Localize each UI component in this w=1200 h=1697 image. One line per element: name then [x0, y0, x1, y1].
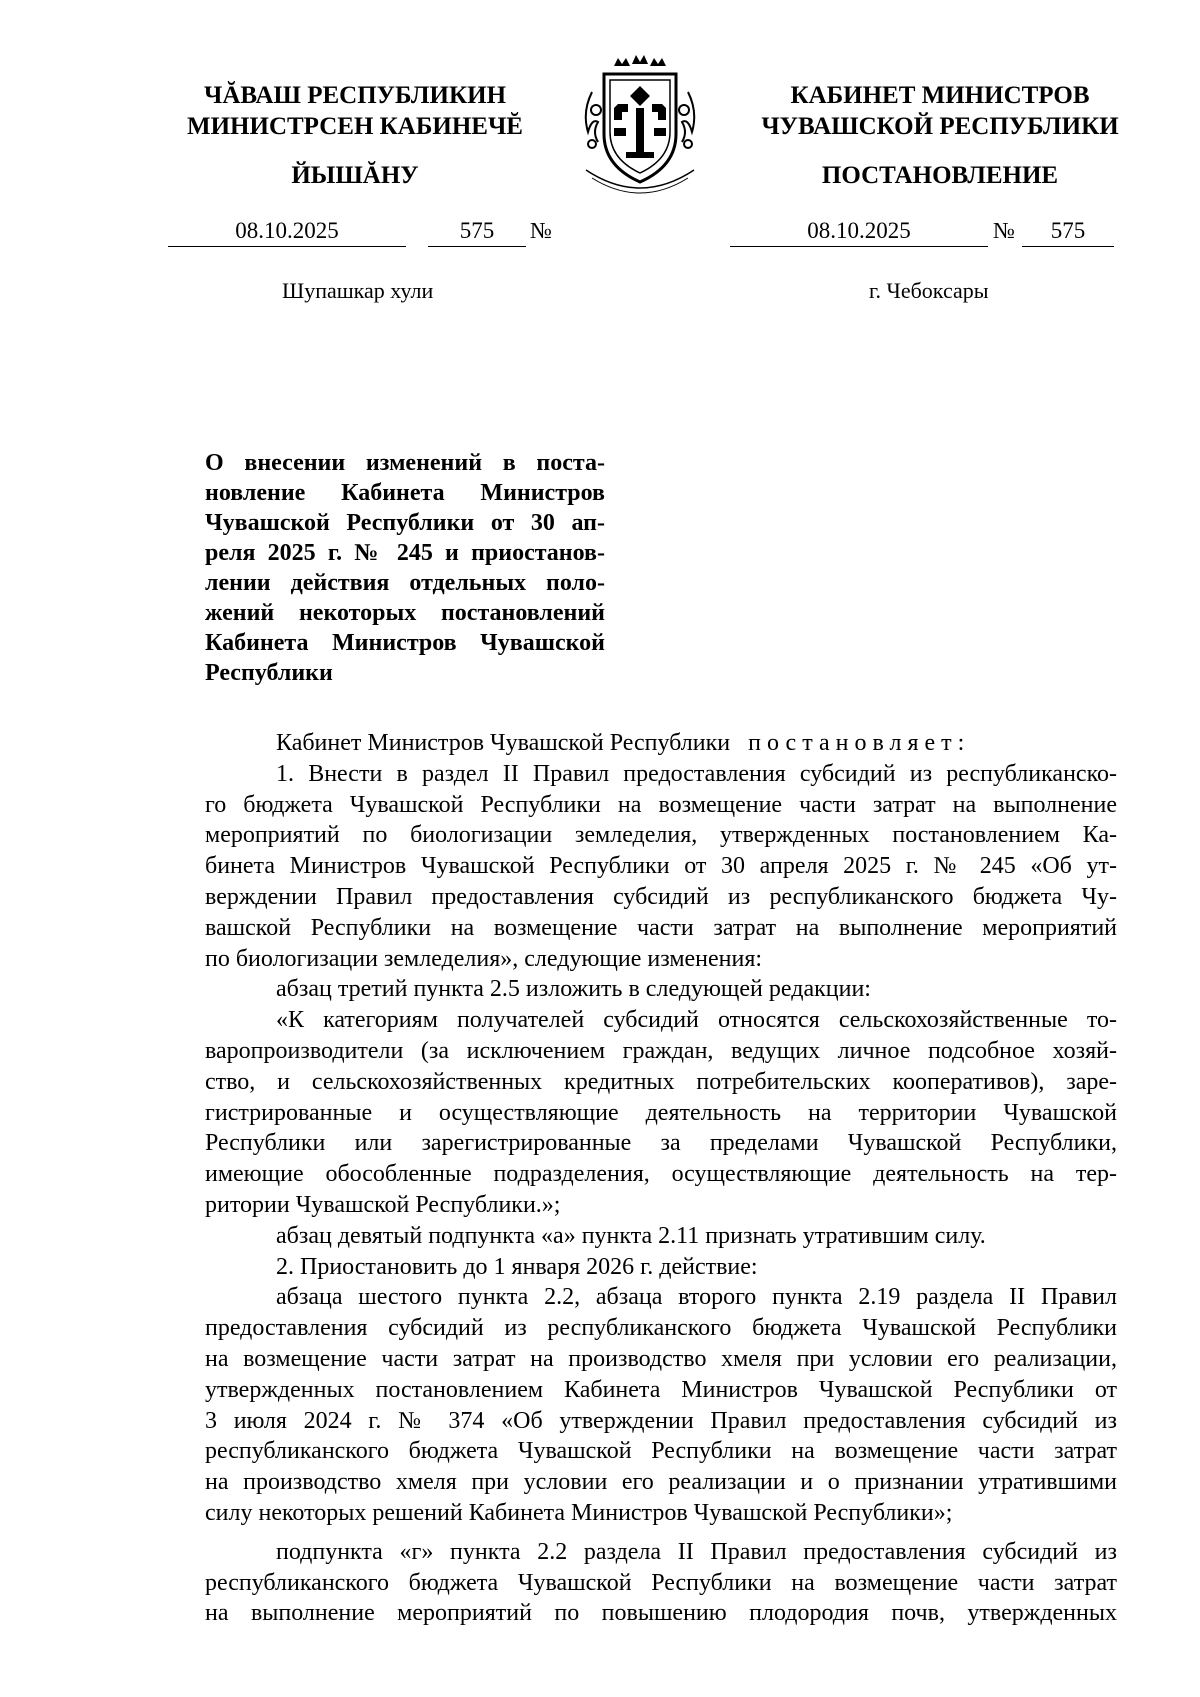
header-chuvash-authority [140, 80, 570, 142]
body-paragraph [205, 759, 1117, 975]
body-line: на выполнение мероприятий по повышению плодородия почв, утвержденных [205, 1600, 1117, 1627]
left-number: 575 [428, 218, 526, 247]
body-line: гистрированные и осуществляющие деятельность на территории Чувашской [205, 1099, 1117, 1126]
body-line: предоставления субсидий из республиканского бюджета Чувашской Республики [205, 1315, 1117, 1342]
header-russian-line-2: ЧУВАШСКОЙ РЕСПУБЛИКИ [761, 113, 1119, 140]
body-line: 3 июля 2024 г. № 374 «Об утверждении Правил предоставления субсидий из [205, 1407, 1117, 1434]
header-chuvash-line-2: МИНИСТРСЕН КАБИНЕЧĔ [187, 113, 523, 140]
body-line: имеющие обособленные подразделения, осуществляющие деятельность на тер- [205, 1161, 1117, 1188]
body-line: «К категориям получателей субсидий относятся сельскохозяйственные то- [276, 1007, 1117, 1034]
place-chuvash: Шупашкар хули [282, 278, 434, 303]
header-russian-doc-type: ПОСТАНОВЛЕНИЕ [821, 162, 1059, 189]
body-line: силу некоторых решений Кабинета Министров Чувашской Республики»; [205, 1499, 953, 1526]
left-date-number-line [168, 218, 568, 246]
body-line: республиканского бюджета Чувашской Республики на возмещение части затрат [205, 1438, 1117, 1465]
body-line: утвержденных постановлением Кабинета Министров Чувашской Республики от [205, 1376, 1117, 1403]
body-line: 2. Приостановить до 1 января 2026 г. действие: [276, 1253, 758, 1280]
title-line: реля 2025 г. № 245 и приостанов- [205, 540, 605, 566]
title-line: Чувашской Республики от 30 ап- [205, 510, 605, 536]
chuvash-coat-of-arms-icon [570, 52, 710, 202]
title-line: лении действия отдельных поло- [205, 570, 605, 596]
preamble-text: Кабинет Министров Чувашской Республики [276, 730, 731, 756]
document-body [205, 728, 1117, 1629]
left-number-sign: № [530, 218, 552, 243]
body-line: 1. Внести в раздел II Правил предоставления субсидий из республиканско- [276, 760, 1117, 787]
body-line: подпункта «г» пункта 2.2 раздела II Правил предоставления субсидий из [276, 1538, 1117, 1565]
body-line: абзац девятый подпункта «а» пункта 2.11 признать утратившим силу. [276, 1222, 986, 1249]
body-paragraph [205, 1221, 1117, 1252]
header-russian-authority [720, 80, 1160, 142]
title-line: Кабинета Министров Чувашской [205, 630, 605, 656]
paragraph-gap [205, 1529, 1117, 1537]
body-line: абзац третий пункта 2.5 изложить в следующей редакции: [276, 976, 871, 1003]
header-chuvash-doc-type: ЙЫШĂНУ [291, 162, 419, 189]
body-paragraph [205, 1537, 1117, 1629]
body-paragraph [205, 1005, 1117, 1221]
body-paragraph [205, 974, 1117, 1005]
title-line: О внесении изменений в поста- [205, 450, 605, 476]
right-date: 08.10.2025 [730, 218, 988, 247]
header-russian-line-1: КАБИНЕТ МИНИСТРОВ [790, 82, 1090, 109]
body-line: на производство хмеля при условии его реализации и о признании утратившими [205, 1469, 1117, 1496]
body-line: го бюджета Чувашской Республики на возмещение части затрат на выполнение [205, 791, 1117, 818]
place-russian: г. Чебоксары [869, 278, 989, 303]
body-paragraph [205, 1252, 1117, 1283]
title-line: жений некоторых постановлений [205, 600, 605, 626]
body-line: ритории Чувашской Республики.»; [205, 1191, 561, 1218]
body-line: мероприятий по биологизации земледелия, утвержденных постановлением Ка- [205, 822, 1117, 849]
header-chuvash-line-1: ЧĂВАШ РЕСПУБЛИКИН [203, 82, 507, 109]
body-line: верждении Правил предоставления субсидий из республиканского бюджета Чу- [205, 883, 1117, 910]
body-line: варопроизводители (за исключением граждан, ведущих личное подсобное хозяй- [205, 1037, 1117, 1064]
preamble-spaced-verb: постановляет: [748, 730, 971, 756]
body-line: абзаца шестого пункта 2.2, абзаца второго пункта 2.19 раздела II Правил [276, 1284, 1117, 1311]
body-line: на возмещение части затрат на производство хмеля при условии его реализации, [205, 1345, 1117, 1372]
body-paragraph [205, 1282, 1117, 1528]
document-title [205, 448, 605, 688]
body-line: ство, и сельскохозяйственных кредитных потребительских кооперативов), заре- [205, 1068, 1117, 1095]
title-line: новление Кабинета Министров [205, 480, 605, 506]
right-number-sign: № [993, 218, 1015, 243]
body-line: республиканского бюджета Чувашской Республики на возмещение части затрат [205, 1569, 1117, 1596]
right-number: 575 [1022, 218, 1114, 247]
right-date-number-line [730, 218, 1130, 246]
body-line: бинета Министров Чувашской Республики от 30 апреля 2025 г. № 245 «Об ут- [205, 853, 1117, 880]
title-line: Республики [205, 660, 333, 686]
body-line: по биологизации земледелия», следующие изменения: [205, 945, 763, 972]
body-line: вашской Республики на возмещение части затрат на выполнение мероприятий [205, 914, 1117, 941]
left-date: 08.10.2025 [168, 218, 406, 247]
body-line: Республики или зарегистрированные за пределами Чувашской Республики, [205, 1130, 1117, 1157]
preamble [205, 728, 1117, 759]
